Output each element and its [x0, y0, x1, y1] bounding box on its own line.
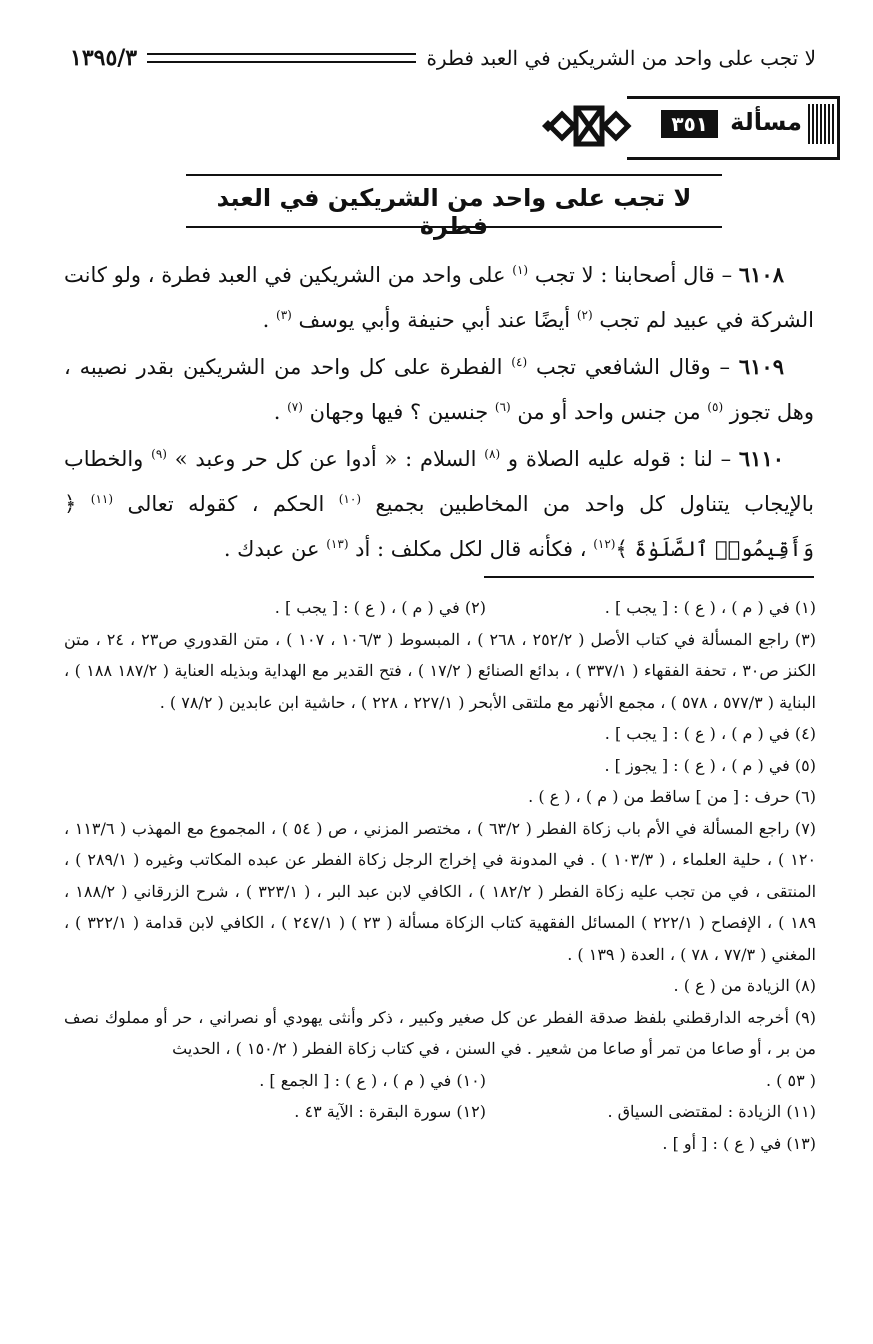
masala-title: لا تجب على واحد من الشريكين في العبد فطرة	[216, 184, 692, 240]
text-segment: عن عبدك .	[223, 537, 327, 561]
title-bottom-rule	[186, 226, 722, 228]
footnote-ref: (٦)	[494, 400, 511, 414]
text-segment: .	[273, 400, 288, 424]
footnote-2: (٢) في ( م ) ، ( ع ) : [ يجب ] .	[274, 598, 486, 617]
footnote-ref: (١٢)	[593, 537, 616, 551]
footnote-13: (١٣) في ( ع ) : [ أو ] .	[662, 1133, 816, 1153]
main-text	[64, 252, 814, 573]
footnote-1: (١) في ( م ) ، ( ع ) : [ يجب ] .	[604, 598, 816, 617]
masala-label: مسألة	[730, 108, 802, 136]
paragraph-6109	[64, 344, 814, 435]
footnote-pair	[64, 1096, 816, 1128]
footnote-ref: (١٠)	[338, 492, 361, 506]
footnote-ref: (٧)	[287, 400, 303, 414]
text-segment: – لنا : قوله عليه الصلاة و	[500, 447, 732, 471]
masala-number: ٣٥١	[661, 110, 718, 138]
footnote-ref: (١٣)	[326, 537, 349, 551]
footnotes	[64, 592, 816, 1159]
footnote-ref: (١١)	[90, 492, 114, 506]
footnote-ref: (٨)	[484, 447, 501, 461]
footnote-ref: (٥)	[707, 400, 724, 414]
footnote-ref: (١)	[512, 263, 529, 277]
paragraph-6110	[64, 436, 814, 572]
page-number: ١٣٩٥/٣	[70, 45, 138, 71]
footnote-ref: (٩)	[151, 447, 167, 461]
text-segment: .	[262, 308, 276, 332]
header-rule	[147, 53, 416, 63]
footnote-4: (٤) في ( م ) ، ( ع ) : [ يجب ] .	[604, 724, 816, 743]
text-segment: الفطرة على كل واحد من الشريكين بقدر نصيبه ، وهل تجوز	[64, 355, 814, 424]
footnote-11: (١١) الزيادة : لمقتضى السياق .	[607, 1102, 816, 1121]
footnote-ref: (٤)	[511, 355, 528, 369]
footnote-ref: (٢)	[576, 308, 593, 322]
footnote-12: (١٢) سورة البقرة : الآية ٤٣ .	[294, 1102, 486, 1121]
paragraph-number: ٦١٠٨	[738, 262, 784, 287]
text-segment: من جنس واحد أو من	[510, 400, 708, 424]
footnote-6: (٦) حرف : [ من ] ساقط من ( م ) ، ( ع ) .	[528, 787, 816, 806]
text-segment: والخطاب بالإيجاب يتناول كل واحد من المخاطبين بجميع	[64, 447, 815, 516]
footnote-10: (١٠) في ( م ) ، ( ع ) : [ الجمع ] .	[259, 1070, 486, 1090]
footnote-8: (٨) الزيادة من ( ع ) .	[673, 976, 816, 995]
paragraph-6108	[64, 252, 814, 343]
text-segment: على واحد من الشريكين في العبد فطرة ، ولو كانت الشركة في عبيد لم تجب	[64, 263, 814, 332]
footnote-3: (٣) راجع المسألة في كتاب الأصل ( ٢٥٢/٢ ، ٢٦٨ ) ، المبسوط ( ١٠٦/٣ ، ١٠٧ ) ، متن القدوري ص٢٣ ، ٢٤ ، متن الكنز ص٣٠ ، تحفة الفقهاء ( ٣٣٧/١ ) ، بدائع الصنائع ( ١٧/٢ ) ، فتح القدير مع الهداية وبذيله العناية ( ١٨٧/٢ ١٨٨ ) ، البناية ( ٥٧٧/٣ ، ٥٧٨ ) ، مجمع الأنهر مع ملتقى الأبحر ( ٢٢٧/١ ، ٢٢٨ ) ، حاشية ابن عابدين ( ٧٨/٢ ) .	[64, 629, 816, 712]
paragraph-number: ٦١١٠	[738, 446, 785, 471]
footnote-9-end: ( ٥٣ ) .	[765, 1070, 816, 1090]
text-segment: السلام : « أدوا عن كل حر وعبد »	[166, 447, 485, 471]
footnotes-separator	[484, 576, 814, 578]
footnote-pair	[64, 1065, 816, 1097]
text-segment: ، فكأنه قال لكل مكلف : أد	[348, 537, 594, 561]
footnote-5: (٥) في ( م ) ، ( ع ) : [ يجوز ] .	[604, 755, 816, 775]
text-segment: – قال أصحابنا : لا تجب	[528, 263, 733, 287]
knot-ornament-icon	[540, 100, 638, 152]
text-segment: جنسين ؟ فيها وجهان	[302, 400, 495, 424]
text-segment: – وقال الشافعي تجب	[527, 355, 730, 379]
quran-verse: ﴿ وَأَقِيمُوا۟ ٱلصَّلَوٰةَ ﴾	[64, 492, 814, 561]
footnote-ref: (٣)	[276, 308, 292, 322]
running-title: لا تجب على واحد من الشريكين في العبد فطرة	[426, 46, 816, 70]
footnote-7: (٧) راجع المسألة في الأم باب زكاة الفطر ( ٦٣/٢ ) ، مختصر المزني ، ص ( ٥٤ ) ، المجموع مع المهذب ( ١١٣/٦ ، ١٢٠ ) ، حلية العلماء ، ( ١٠٣/٣ ) . في المدونة في إخراج الرجل زكاة الفطر عن عبده المكاتب وغيره ( ٢٨٩/١ ) ، المنتقى ، في من تجب عليه زكاة الفطر ( ١٨٢/٢ ) ، الكافي لابن عبد البر ، ( ٣٢٣/١ ) ، شرح الزرقاني ( ١٨٨/٢ ، ١٨٩ ) ، الإفصاح ( ٢٢٢/١ ) المسائل الفقهية كتاب الزكاة مسألة ( ٢٣ ) ( ٢٤٧/١ ) ، الكافي لابن قدامة ( ٣٢٢/١ ) ، المغني ( ٧٧/٣ ، ٧٨ ) ، العدة ( ١٣٩ ) .	[64, 818, 817, 964]
masala-banner	[540, 96, 840, 158]
text-segment: أيضًا عند أبي حنيفة وأبي يوسف	[291, 308, 577, 332]
banner-bars-ornament	[808, 104, 834, 144]
running-header	[70, 38, 816, 78]
paragraph-number: ٦١٠٩	[738, 354, 784, 379]
title-top-rule	[186, 174, 722, 176]
footnote-pair	[64, 592, 816, 624]
text-segment: الحكم ، كقوله تعالى	[113, 492, 339, 516]
footnote-9: (٩) أخرجه الدارقطني بلفظ صدقة الفطر عن كل صغير وكبير ، ذكر وأنثى يهودي أو نصراني ، حر أو مملوك نصف من بر ، أو صاعا من تمر أو صاعا من شعير . في السنن ، في كتاب زكاة الفطر ( ١٥٠/٢ ) ، الحديث	[64, 1007, 817, 1058]
